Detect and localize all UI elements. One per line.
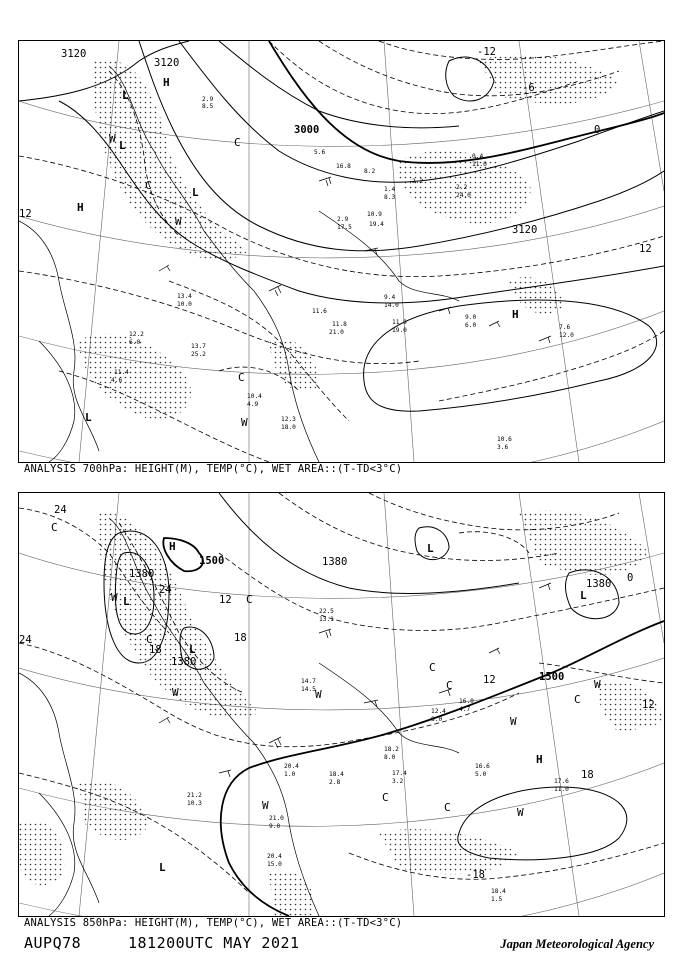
system-symbol: L xyxy=(119,139,126,152)
height-label: 1500 xyxy=(199,555,225,567)
system-symbol: W xyxy=(315,688,322,701)
system-symbol: H xyxy=(169,540,176,553)
coastlines xyxy=(19,66,459,462)
temp-label: 18 xyxy=(581,769,594,781)
station-value: 8.2 xyxy=(364,168,376,175)
station-value: 13.7 xyxy=(191,343,206,350)
system-symbol: C xyxy=(51,521,58,534)
station-value: 21.0 xyxy=(269,815,284,822)
height-label: 1380 xyxy=(586,578,612,590)
station-value: 2.2 xyxy=(412,178,424,185)
station-value: 24.0 xyxy=(456,192,471,199)
temp-label: 18 xyxy=(234,632,247,644)
station-value: 18.0 xyxy=(281,424,296,431)
station-value: 15.0 xyxy=(267,861,282,868)
station-value: 11.8 xyxy=(332,321,347,328)
system-symbol: W xyxy=(517,806,524,819)
station-value: 8.5 xyxy=(202,103,214,110)
station-value: 21.0 xyxy=(329,329,344,336)
temp-label: -6 xyxy=(522,82,535,94)
station-value: 25.2 xyxy=(191,351,206,358)
station-value: 18.4 xyxy=(491,888,506,895)
system-symbol: W xyxy=(510,715,517,728)
height-label: 1500 xyxy=(539,671,565,683)
height-label: 3120 xyxy=(61,48,87,60)
temp-label: 0 xyxy=(627,572,634,584)
station-value: 10.3 xyxy=(187,800,202,807)
station-value: 4.6 xyxy=(111,377,123,384)
system-symbol: L xyxy=(123,595,130,608)
system-symbol: C xyxy=(246,593,253,606)
system-symbol: H xyxy=(163,76,170,89)
temp-label: -12 xyxy=(477,46,496,58)
wet-areas xyxy=(19,510,664,916)
station-value: 19.0 xyxy=(392,327,407,334)
system-symbol: C xyxy=(574,693,581,706)
station-value: 12.2 xyxy=(129,331,144,338)
station-value: 10.4 xyxy=(247,393,262,400)
system-symbol: L xyxy=(122,89,129,102)
station-value: 10.6 xyxy=(497,436,512,443)
station-value: 11.9 xyxy=(392,319,407,326)
station-value: 18.4 xyxy=(329,771,344,778)
product-id: AUPQ78 xyxy=(24,934,82,952)
system-symbol: C xyxy=(146,633,153,646)
system-symbol: L xyxy=(85,411,92,424)
temp-label: 24 xyxy=(159,584,172,596)
system-symbol: W xyxy=(172,686,179,699)
station-value: 18.2 xyxy=(384,746,399,753)
station-value: 11.6 xyxy=(312,308,327,315)
system-symbol: W xyxy=(109,132,116,145)
station-value: 8.0 xyxy=(384,754,396,761)
system-symbol: H xyxy=(536,753,543,766)
station-value: 5.6 xyxy=(314,149,326,156)
temp-label: 12 xyxy=(639,243,652,255)
system-symbol: W xyxy=(594,678,601,691)
station-value: 9.0 xyxy=(269,823,281,830)
station-value: 3.2 xyxy=(392,778,404,785)
chart-850hpa xyxy=(18,492,665,917)
station-value: 12.0 xyxy=(559,332,574,339)
system-symbol: W xyxy=(262,799,269,812)
system-symbol: C xyxy=(382,791,389,804)
station-value: 2.9 xyxy=(337,216,349,223)
system-symbol: C xyxy=(429,661,436,674)
station-value: 20.4 xyxy=(267,853,282,860)
height-label: 1380 xyxy=(129,568,155,580)
temp-label: 12 xyxy=(483,674,496,686)
station-value: 4.7 xyxy=(459,706,471,713)
height-label: 3120 xyxy=(512,224,538,236)
temp-label: 12 xyxy=(219,594,232,606)
station-value: 21.2 xyxy=(187,792,202,799)
system-symbol: L xyxy=(189,643,196,656)
station-value: 8.0 xyxy=(431,716,443,723)
system-symbol: W xyxy=(175,215,182,228)
height-label: 3000 xyxy=(294,124,320,136)
station-value: 8.3 xyxy=(384,194,396,201)
system-symbol: C xyxy=(145,179,152,192)
station-value: 3.6 xyxy=(497,444,509,451)
temp-label: 24 xyxy=(19,634,32,646)
caption-700hpa: ANALYSIS 700hPa: HEIGHT(M), TEMP(°C), WET AREA::(T-TD<3°C) xyxy=(24,463,403,475)
station-value: 12.4 xyxy=(431,708,446,715)
chart-700hpa xyxy=(18,40,665,463)
station-value: 10.9 xyxy=(367,211,382,218)
station-value: 2.2 xyxy=(456,184,468,191)
wet-areas xyxy=(79,54,619,419)
valid-time: 181200UTC MAY 2021 xyxy=(128,934,300,952)
height-contour-3000 xyxy=(269,41,664,163)
system-symbol: H xyxy=(512,308,519,321)
station-value: 1.4 xyxy=(384,186,396,193)
station-value: 11.0 xyxy=(472,161,487,168)
temp-label: 0 xyxy=(594,124,601,136)
system-symbol: W xyxy=(241,416,248,429)
station-value: 14.0 xyxy=(384,302,399,309)
system-symbol: W xyxy=(111,591,118,604)
system-symbol: H xyxy=(77,201,84,214)
station-value: 13.4 xyxy=(177,293,192,300)
temp-label: 12 xyxy=(642,699,655,711)
station-value: 11.4 xyxy=(114,369,129,376)
temp-label: 24 xyxy=(54,504,67,516)
station-value: 12.3 xyxy=(281,416,296,423)
station-value: 13.1 xyxy=(319,616,334,623)
map-700hpa xyxy=(19,41,664,462)
station-value: 10.0 xyxy=(177,301,192,308)
station-value: 16.0 xyxy=(459,698,474,705)
temp-label: 18 xyxy=(149,644,162,656)
station-value: 7.6 xyxy=(559,324,571,331)
system-symbol: L xyxy=(192,186,199,199)
station-value: 1.0 xyxy=(284,771,296,778)
system-symbol: C xyxy=(444,801,451,814)
station-value: 22.5 xyxy=(319,608,334,615)
station-value: 16.8 xyxy=(336,163,351,170)
agency-name: Japan Meteorological Agency xyxy=(500,937,654,951)
map-850hpa xyxy=(19,493,664,916)
station-value: 2.8 xyxy=(329,779,341,786)
station-value: 2.9 xyxy=(202,96,214,103)
temp-label: -18 xyxy=(466,869,485,881)
station-value: 17.4 xyxy=(392,770,407,777)
system-symbol: C xyxy=(234,136,241,149)
station-value: 16.6 xyxy=(475,763,490,770)
station-value: 9.4 xyxy=(384,294,396,301)
station-value: 9.0 xyxy=(465,314,477,321)
system-symbol: C xyxy=(446,679,453,692)
system-symbol: L xyxy=(580,589,587,602)
height-label: 1380 xyxy=(322,556,348,568)
station-value: 6.0 xyxy=(129,339,141,346)
height-label: 1380 xyxy=(171,656,197,668)
caption-850hpa: ANALYSIS 850hPa: HEIGHT(M), TEMP(°C), WET AREA::(T-TD<3°C) xyxy=(24,917,403,929)
station-value: 19.4 xyxy=(369,221,384,228)
system-symbol: C xyxy=(238,371,245,384)
system-symbol: L xyxy=(427,542,434,555)
system-symbol: L xyxy=(159,861,166,874)
station-value: 20.4 xyxy=(284,763,299,770)
station-value: 4.9 xyxy=(247,401,259,408)
station-value: 5.0 xyxy=(475,771,487,778)
station-value: 17.5 xyxy=(337,224,352,231)
station-value: 0.4 xyxy=(472,153,484,160)
station-value: 1.5 xyxy=(491,896,503,903)
temp-label: 12 xyxy=(19,208,32,220)
height-label: 3120 xyxy=(154,57,180,69)
station-value: 6.0 xyxy=(465,322,477,329)
station-value: 14.5 xyxy=(301,686,316,693)
station-value: 17.6 xyxy=(554,778,569,785)
station-value: 11.0 xyxy=(554,786,569,793)
station-value: 14.7 xyxy=(301,678,316,685)
